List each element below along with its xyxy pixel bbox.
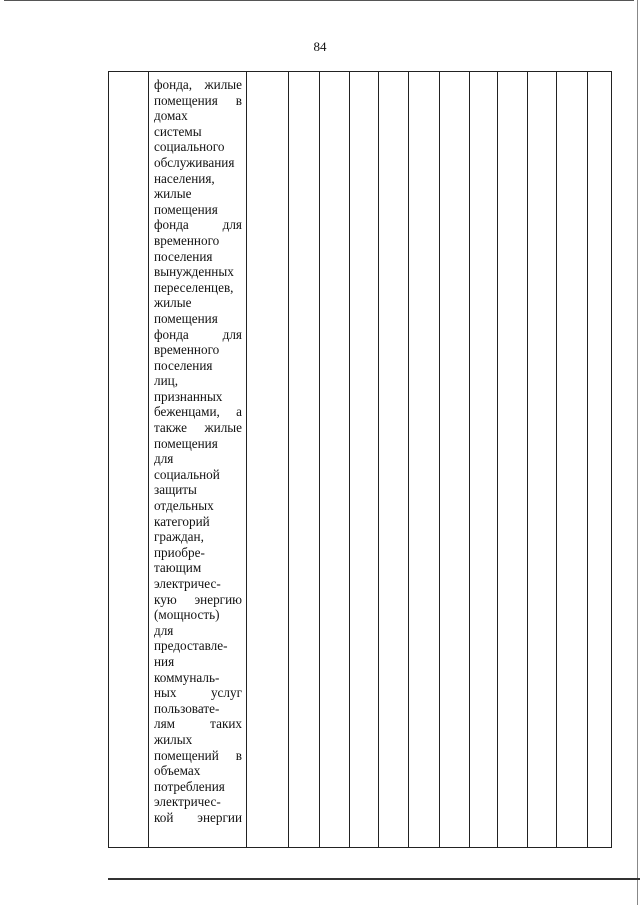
description-line: признанных: [154, 388, 223, 404]
description-cell: [149, 72, 247, 848]
description-line: потребления: [154, 778, 225, 794]
description-line: также жилые: [154, 420, 242, 436]
description-line: объемах: [154, 763, 201, 779]
empty-cell: [528, 72, 557, 848]
description-line: приобре-: [154, 544, 205, 560]
description-line: электричес-: [154, 576, 221, 591]
description-line: помещения: [154, 435, 218, 451]
description-line: фонда, жилые: [154, 77, 242, 92]
page-number: 84: [313, 39, 327, 54]
scan-frame-bottom: [108, 878, 640, 880]
description-line: электричес-: [154, 794, 221, 810]
number-cell: [109, 72, 149, 848]
description-line: фонда для: [154, 326, 242, 342]
empty-cell: [379, 72, 409, 848]
empty-cell: [440, 72, 470, 848]
description-line: коммуналь-: [154, 669, 220, 685]
empty-cell: [247, 72, 289, 848]
description-line: отдельных: [154, 498, 214, 514]
description-line: социального: [154, 139, 225, 155]
empty-cell: [588, 72, 612, 848]
description-line: вынужденных: [154, 264, 234, 280]
description-line: жилые: [154, 186, 192, 202]
description-line: граждан,: [154, 529, 204, 545]
description-line: беженцами, а: [154, 404, 242, 420]
description-line: тающим: [154, 560, 202, 576]
empty-cell: [470, 72, 498, 848]
description-line: социальной: [154, 466, 220, 482]
description-line: переселенцев,: [154, 279, 234, 295]
description-line: предоставле-: [154, 638, 228, 654]
description-line: ния: [154, 653, 175, 669]
table-row: [109, 72, 612, 848]
scan-frame-right: [637, 0, 638, 905]
description-line: помещения в: [154, 92, 242, 108]
description-line: обслуживания: [154, 154, 235, 170]
description-line: защиты: [154, 482, 197, 498]
description-line: (мощность): [154, 607, 220, 623]
description-line: помещения: [154, 201, 218, 217]
description-line: для: [154, 622, 174, 638]
description-line: временного: [154, 342, 220, 358]
description-line: ных услуг: [154, 685, 242, 701]
description-line: фонда для: [154, 217, 242, 233]
description-line: пользовате-: [154, 700, 220, 716]
description-line: помещения: [154, 310, 218, 326]
description-line: населения,: [154, 170, 215, 186]
empty-cell: [320, 72, 350, 848]
empty-cell: [498, 72, 528, 848]
empty-cell: [350, 72, 379, 848]
description-line: жилых: [154, 731, 193, 747]
description-line: лям таких: [154, 716, 242, 732]
description-line: категорий: [154, 513, 210, 529]
description-line: домах: [154, 108, 188, 124]
data-table: [108, 71, 612, 848]
description-line: лиц,: [154, 373, 178, 389]
description-line: поселения: [154, 248, 213, 264]
description-line: для: [154, 451, 174, 467]
description-line: временного: [154, 232, 220, 248]
description-line: системы: [154, 123, 202, 139]
description-line: поселения: [154, 357, 213, 373]
scan-frame-top: [4, 0, 634, 1]
description-line: помещений в: [154, 747, 242, 763]
description-line: кой энергии: [154, 809, 242, 825]
description-text: [154, 77, 242, 826]
empty-cell: [409, 72, 440, 848]
empty-cell: [557, 72, 588, 848]
empty-cell: [289, 72, 320, 848]
description-line: кую энергию: [154, 591, 242, 607]
description-line: жилые: [154, 295, 192, 311]
